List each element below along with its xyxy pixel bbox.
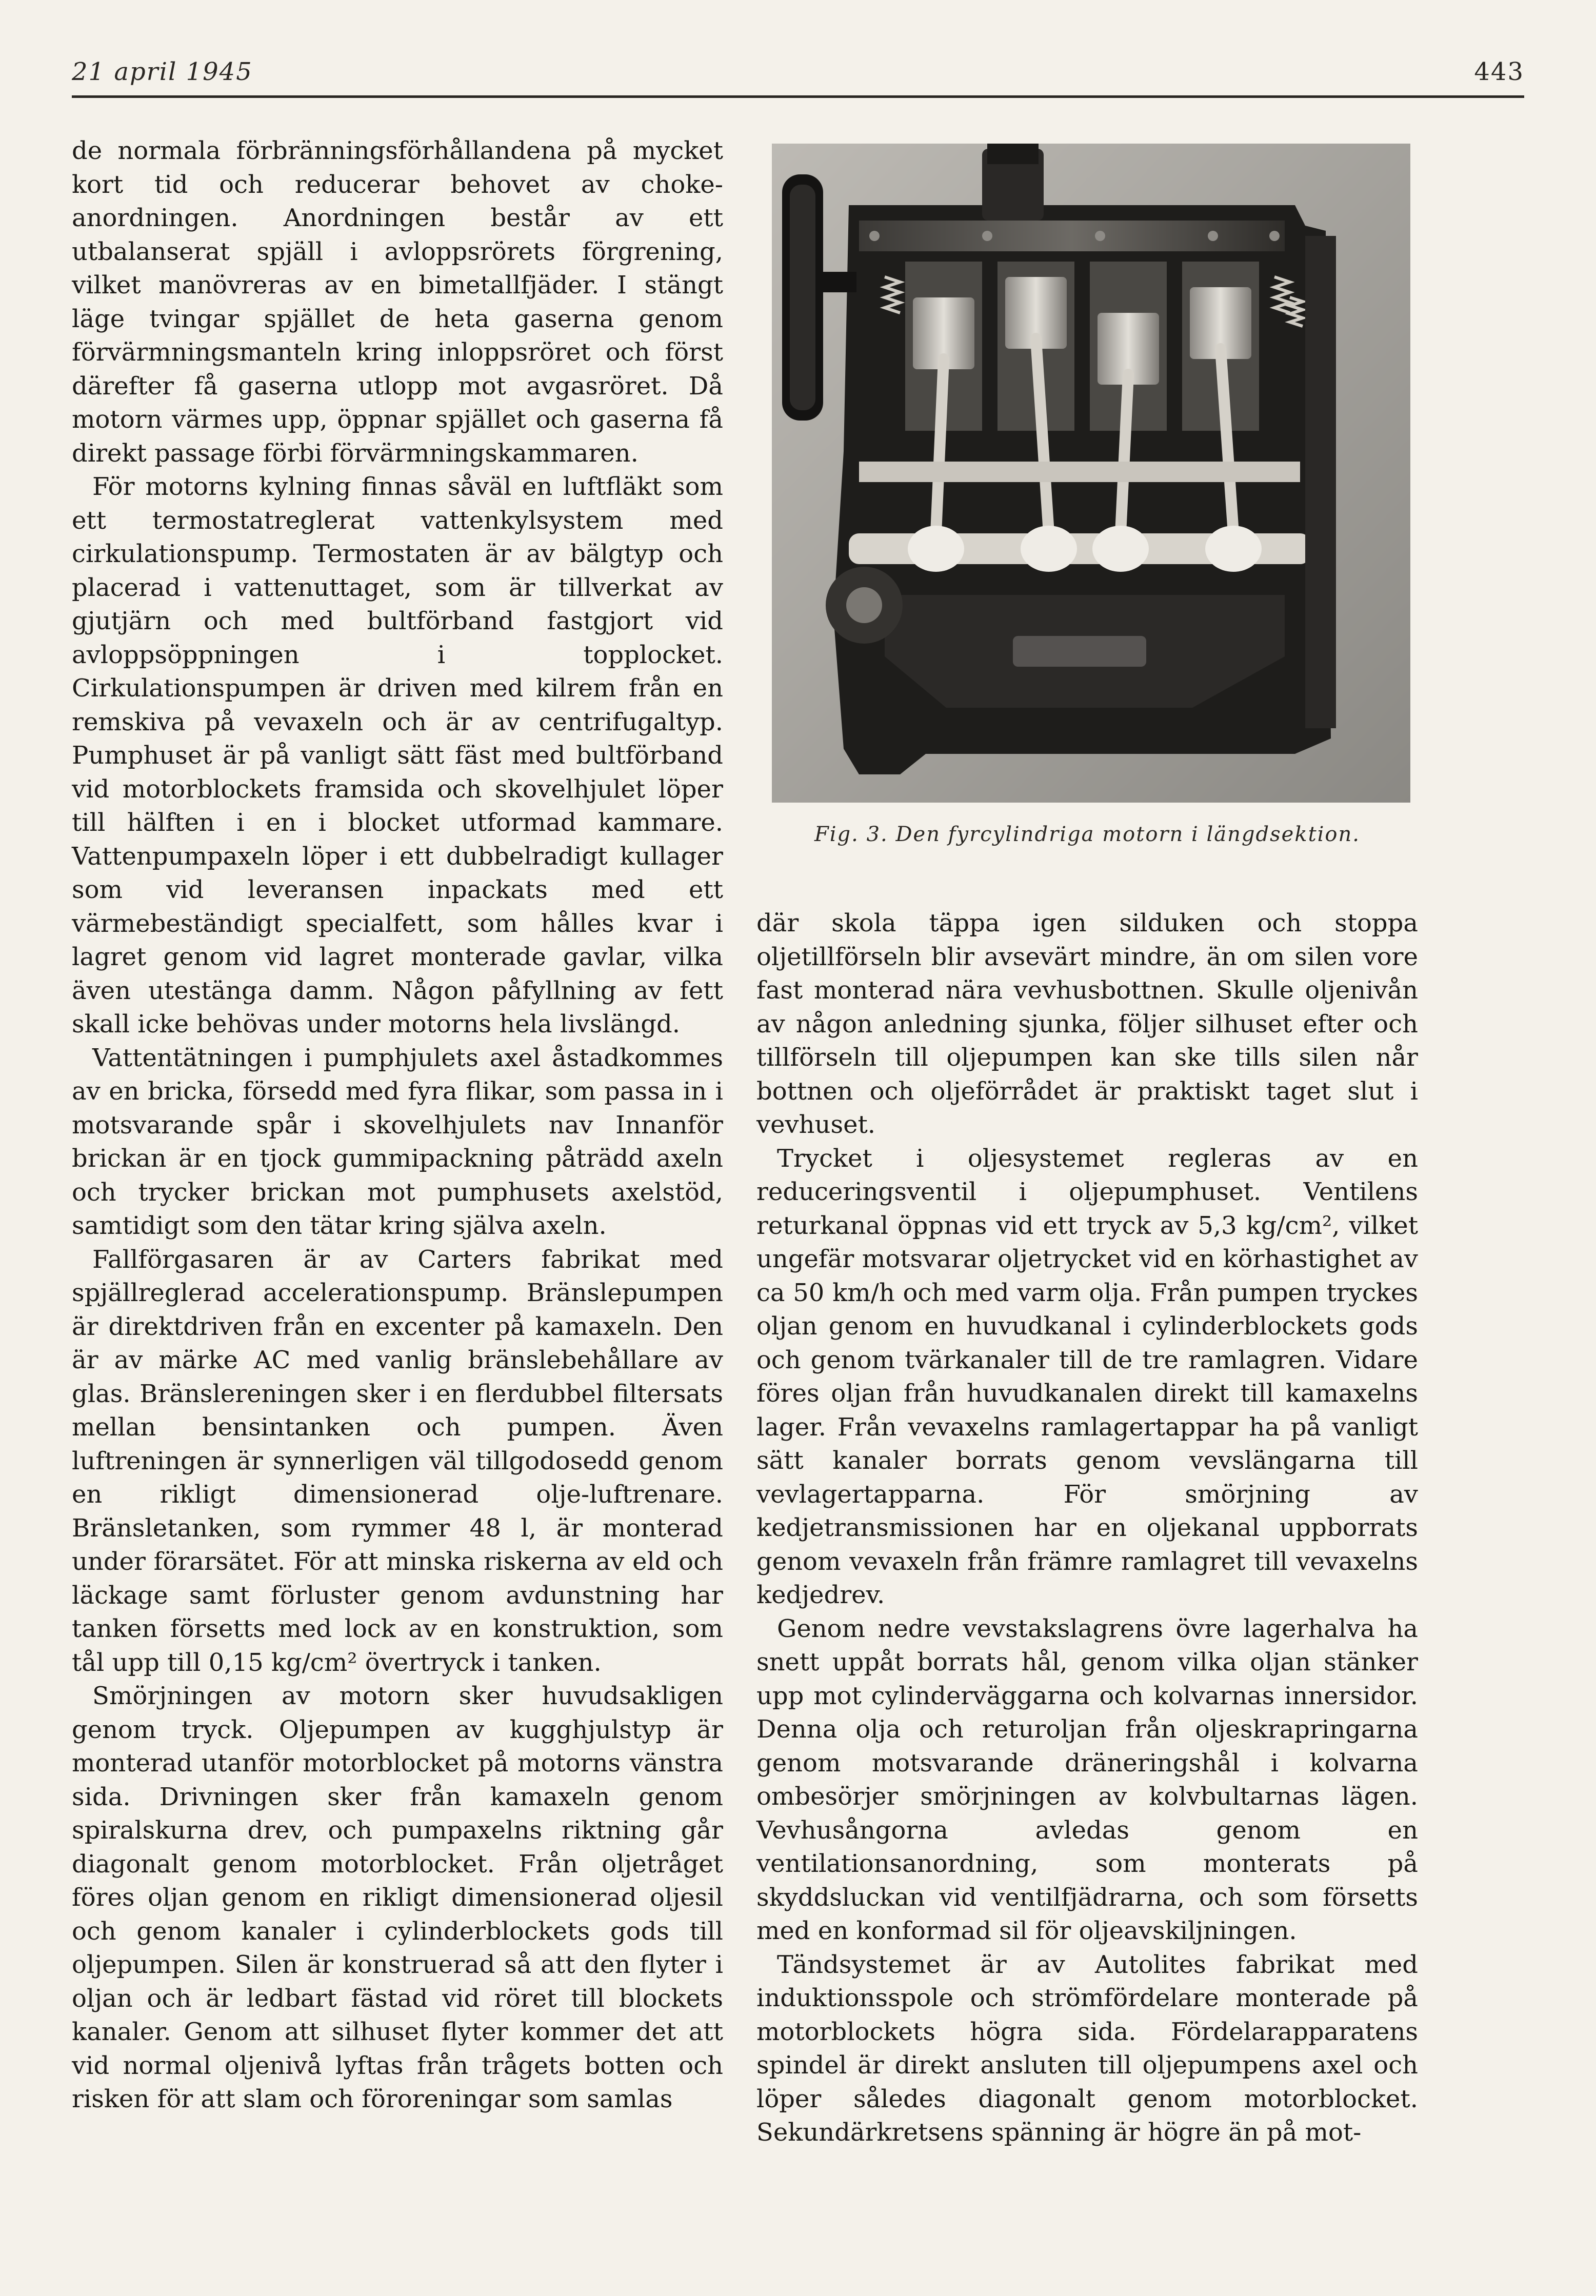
engine-cutaway-figure xyxy=(772,144,1410,803)
paragraph: Smörjningen av motorn sker huvudsakligen genom tryck. Oljepumpen av kugghjulstyp är monterad utanför motorblocket på motorns vänstra sida. Drivningen sker från kamaxeln genom spiralskurna drev, och pumpaxelns riktning går diagonalt genom motorblocket. Från oljetråget föres oljan genom en rikligt dimensionerad oljesil och genom kanaler i cylinderblockets gods till oljepumpen. Silen är konstruerad så att den flyter i oljan och är ledbart fästad vid röret till blockets kanaler. Genom att silhuset flyter kommer det att vid normal oljenivå lyftas från trågets botten och risken för att slam och föroreningar som samlas xyxy=(72,1682,723,2113)
paragraph: Genom nedre vevstakslagrens övre lagerhalva ha snett uppåt borrats hål, genom vilka oljan stänker upp mot cylinderväggarna och kolvarnas innersidor. Denna olja och returoljan från oljeskrapringarna genom motsvarande dräneringshål i kolvarna ombesörjer smörjningen av kolvbultarnas lägen. Vevhusångorna avledas genom en ventilationsanordning, som monterats på skyddsluckan vid ventilfjädrarna, och som försetts med en konformad sil för oljeavskiljningen. xyxy=(756,1614,1418,1945)
left-column xyxy=(72,134,723,2117)
figure-caption: Fig. 3. Den fyrcylindriga motorn i längdsektion. xyxy=(814,823,1360,846)
paragraph: Fallförgasaren är av Carters fabrikat med spjällreglerad accelerationspump. Bränslepumpen är direktdriven från en excenter på kamaxeln. Den är av märke AC med vanlig bränslebehållare av glas. Bränslereningen sker i en flerdubbel filtersats mellan bensintanken och pumpen. Även luftreningen är synnerligen väl tillgodosedd genom en rikligt dimensionerad olje-luftrenare. Bränsletanken, som rymmer 48 l, är monterad under förarsätet. För att minska riskerna av eld och läckage samt förluster genom avdunstning har tanken försetts med lock av en konstruktion, som tål upp till 0,15 kg/cm² övertryck i tanken. xyxy=(72,1245,723,1677)
page-number: 443 xyxy=(1474,57,1524,86)
paragraph: För motorns kylning finnas såväl en luftfläkt som ett termostatreglerat vattenkylsystem med cirkulationspump. Termostaten är av bälgtyp och placerad i vattenuttaget, som är tillverkat av gjutjärn och med bultförband fastgjort vid avloppsöppningen i topplocket. Cirkulationspumpen är driven med kilrem från en remskiva på vevaxeln och är av centrifugaltyp. Pumphuset är på vanligt sätt fäst med bultförband vid motorblockets framsida och skovelhjulet löper till hälften i en i blocket utformad kammare. Vattenpumpaxeln löper i ett dubbelradigt kullager som vid leveransen inpackats med ett värmebeständigt specialfett, som hålles kvar i lagret genom vid lagret monterade gavlar, vilka även utestänga damm. Någon påfyllning av fett skall icke behövas under motorns hela livslängd. xyxy=(72,472,723,1039)
engine-cutaway-illustration xyxy=(772,144,1410,803)
header-rule xyxy=(72,95,1524,98)
paragraph: där skola täppa igen silduken och stoppa oljetillförseln blir avsevärt mindre, än om silen vore fast monterad nära vevhusbottnen. Skulle oljenivån av någon anledning sjunka, följer silhuset efter och tillförseln till oljepumpen kan ske tills silen når bottnen och oljeförrådet är praktiskt taget slut i vevhuset. xyxy=(756,909,1418,1139)
paragraph: Trycket i oljesystemet regleras av en reduceringsventil i oljepumphuset. Ventilens returkanal öppnas vid ett tryck av 5,3 kg/cm², vilket ungefär motsvarar oljetrycket vid en körhastighet av ca 50 km/h och med varm olja. Från pumpen tryckes oljan genom en huvudkanal i cylinderblockets gods och genom tvärkanaler till de tre ramlagren. Vidare föres oljan från huvudkanalen direkt till kamaxelns lager. Från vevaxelns ramlagertappar ha på vanligt sätt kanaler borrats genom vevslängarna till vevlagertapparna. För smörjning av kedjetransmissionen har en oljekanal uppborrats genom vevaxeln från främre ramlagret till vevaxelns kedjedrev. xyxy=(756,1144,1418,1609)
paragraph: Tändsystemet är av Autolites fabrikat med induktionsspole och strömfördelare monterade på motorblockets högra sida. Fördelarapparatens spindel är direkt ansluten till oljepumpens axel och löper således diagonalt genom motorblocket. Sekundärkretsens spänning är högre än på mot- xyxy=(756,1950,1418,2147)
paragraph: Vattentätningen i pumphjulets axel åstadkommes av en bricka, försedd med fyra flikar, som passa in i motsvarande spår i skovelhjulets nav Innanför brickan är en tjock gummipackning påträdd axeln och trycker brickan mot pumphusets axelstöd, samtidigt som den tätar kring själva axeln. xyxy=(72,1043,723,1240)
running-head xyxy=(72,51,1524,92)
issue-date: 21 april 1945 xyxy=(72,57,253,86)
paragraph: de normala förbränningsförhållandena på mycket kort tid och reducerar behovet av choke-anordningen. Anordningen består av ett utbalanserat spjäll i avloppsrörets förgrening, vilket manövreras av en bimetallfjäder. I stängt läge tvingar spjället de heta gaserna genom förvärmningsmanteln kring inloppsröret och först därefter få gaserna utlopp mot avgasröret. Då motorn värmes upp, öppnar spjället och gaserna få direkt passage förbi förvärmningskammaren. xyxy=(72,136,723,468)
right-column xyxy=(756,907,1418,2150)
